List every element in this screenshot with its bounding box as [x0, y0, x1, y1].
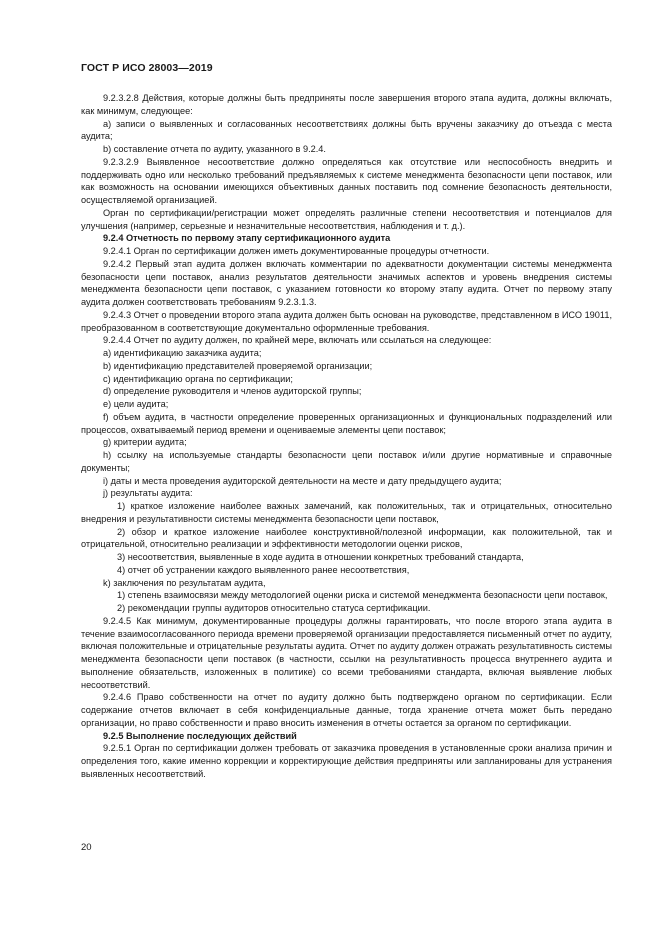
paragraph: Орган по сертификации/регистрации может определять различные степени несоответствия и потенциалов для улучшения (например, серьезные и незначительные несоответствия, наблюдения и т. д.).	[81, 207, 612, 231]
section-heading: 9.2.5 Выполнение последующих действий	[103, 730, 297, 741]
list-item: g) критерии аудита;	[103, 437, 187, 448]
paragraph: 9.2.4.5 Как минимум, документированные процедуры должны гарантировать, что после второго этапа аудита в течение взаимосогласованного периода времени проверяемой организации предоставляется письменный отчет по аудиту, включая положительные и отрицательные результаты аудита. Отчет по аудиту должен отражать результативность системы менеджмента безопасности цепи поставок (в частности, ссылки на результативность процесса внутреннего аудита и выполнение обязательств, изложенных в политике) со всеми требованиями стандарта, включая выявление любых несоответствий.	[81, 615, 612, 690]
list-item: h) ссылку на используемые стандарты безопасности цепи поставок и/или другие нормативные и справочные документы;	[81, 450, 612, 473]
list-item: 1) краткое изложение наиболее важных замечаний, как положительных, так и отрицательных, относительно внедрения и результативности системы менеджмента безопасности цепи поставок,	[81, 501, 612, 524]
list-item: d) определение руководителя и членов аудиторской группы;	[103, 386, 362, 397]
list-item: 1) степень взаимосвязи между методологией оценки риска и системой менеджмента безопасности цепи поставок,	[117, 590, 608, 601]
document-header: ГОСТ Р ИСО 28003—2019	[81, 62, 213, 74]
list-item: 2) рекомендации группы аудиторов относительно статуса сертификации.	[117, 603, 431, 613]
list-item: a) записи о выявленных и согласованных несоответствиях должны быть вручены заказчику до отъезда с места аудита;	[81, 118, 612, 142]
paragraph: 9.2.3.2.8 Действия, которые должны быть предприняты после завершения второго этапа аудита, должны включать, как минимум, следующее:	[81, 93, 612, 116]
page-number: 20	[81, 842, 92, 853]
list-item: b) идентификацию представителей проверяемой организации;	[103, 360, 373, 371]
list-item: b) составление отчета по аудиту, указанного в 9.2.4.	[103, 144, 326, 154]
list-item: e) цели аудита;	[103, 399, 169, 409]
list-item: 2) обзор и краткое изложение наиболее конструктивной/полезной информации, как положительной, так и отрицательной, относительно реализации и эффективности методологии оценки рисков,	[81, 526, 612, 550]
list-item: f) объем аудита, в частности определение проверенных организационных и функциональных подразделений или процессов, охватываемый период времени и оцениваемые элементы цепи поставок;	[81, 411, 612, 435]
section-heading: 9.2.4 Отчетность по первому этапу сертификационного аудита	[103, 233, 391, 244]
paragraph: 9.2.4.4 Отчет по аудиту должен, по крайней мере, включать или ссылаться на следующее:	[103, 335, 492, 346]
list-item: 4) отчет об устранении каждого выявленного ранее несоответствия,	[117, 564, 410, 575]
paragraph: 9.2.3.2.9 Выявленное несоответствие должно определяться как отсутствие или неспособность внедрить и поддерживать одно или несколько требований предъявляемых к системе менеджмента безопасности цепи поставок, или как возможность на основании имеющихся объективных данных поставить под сомнение безопасность деятельности, осуществляемой организацией.	[81, 156, 612, 205]
paragraph: 9.2.5.1 Орган по сертификации должен требовать от заказчика проведения в установленные сроки анализа причин и определения того, какие именно коррекции и корректирующие действия предприняты или запланированы для устранения выявленных несоответствий.	[81, 743, 612, 779]
list-item: a) идентификацию заказчика аудита;	[103, 348, 262, 358]
list-item: j) результаты аудита:	[103, 488, 193, 499]
list-item: k) заключения по результатам аудита,	[103, 577, 266, 588]
document-body	[81, 92, 612, 781]
paragraph: 9.2.4.1 Орган по сертификации должен иметь документированные процедуры отчетности.	[103, 246, 490, 256]
paragraph: 9.2.4.6 Право собственности на отчет по аудиту должно быть подтверждено органом по сертификации. Если содержание отчетов включает в себя конфиденциальные данные, тогда хранение отчета может быть передано организации, но право собственности и право вносить изменения в отчеты остается за органом по сертификации.	[81, 692, 612, 728]
list-item: 3) несоответствия, выявленные в ходе аудита в отношении конкретных требований стандарта,	[117, 552, 524, 562]
list-item: c) идентификацию органа по сертификации;	[103, 373, 293, 384]
list-item: i) даты и места проведения аудиторской деятельности на месте и дату предыдущего аудита;	[103, 475, 502, 486]
paragraph: 9.2.4.2 Первый этап аудита должен включать комментарии по адекватности документации системы менеджмента безопасности цепи поставок, анализ результатов деятельности значимых аспектов и уровень внедрения системы менеджмента безопасности цепи поставок, с указанием готовности ко второму этапу аудита. Отчет по первому этапу аудита должен соответствовать требованиям 9.2.3.1.3.	[81, 258, 612, 307]
paragraph: 9.2.4.3 Отчет о проведении второго этапа аудита должен быть основан на руководстве, представленном в ИСО 19011, преобразованном в соответствующие документально оформленные требования.	[81, 309, 612, 333]
